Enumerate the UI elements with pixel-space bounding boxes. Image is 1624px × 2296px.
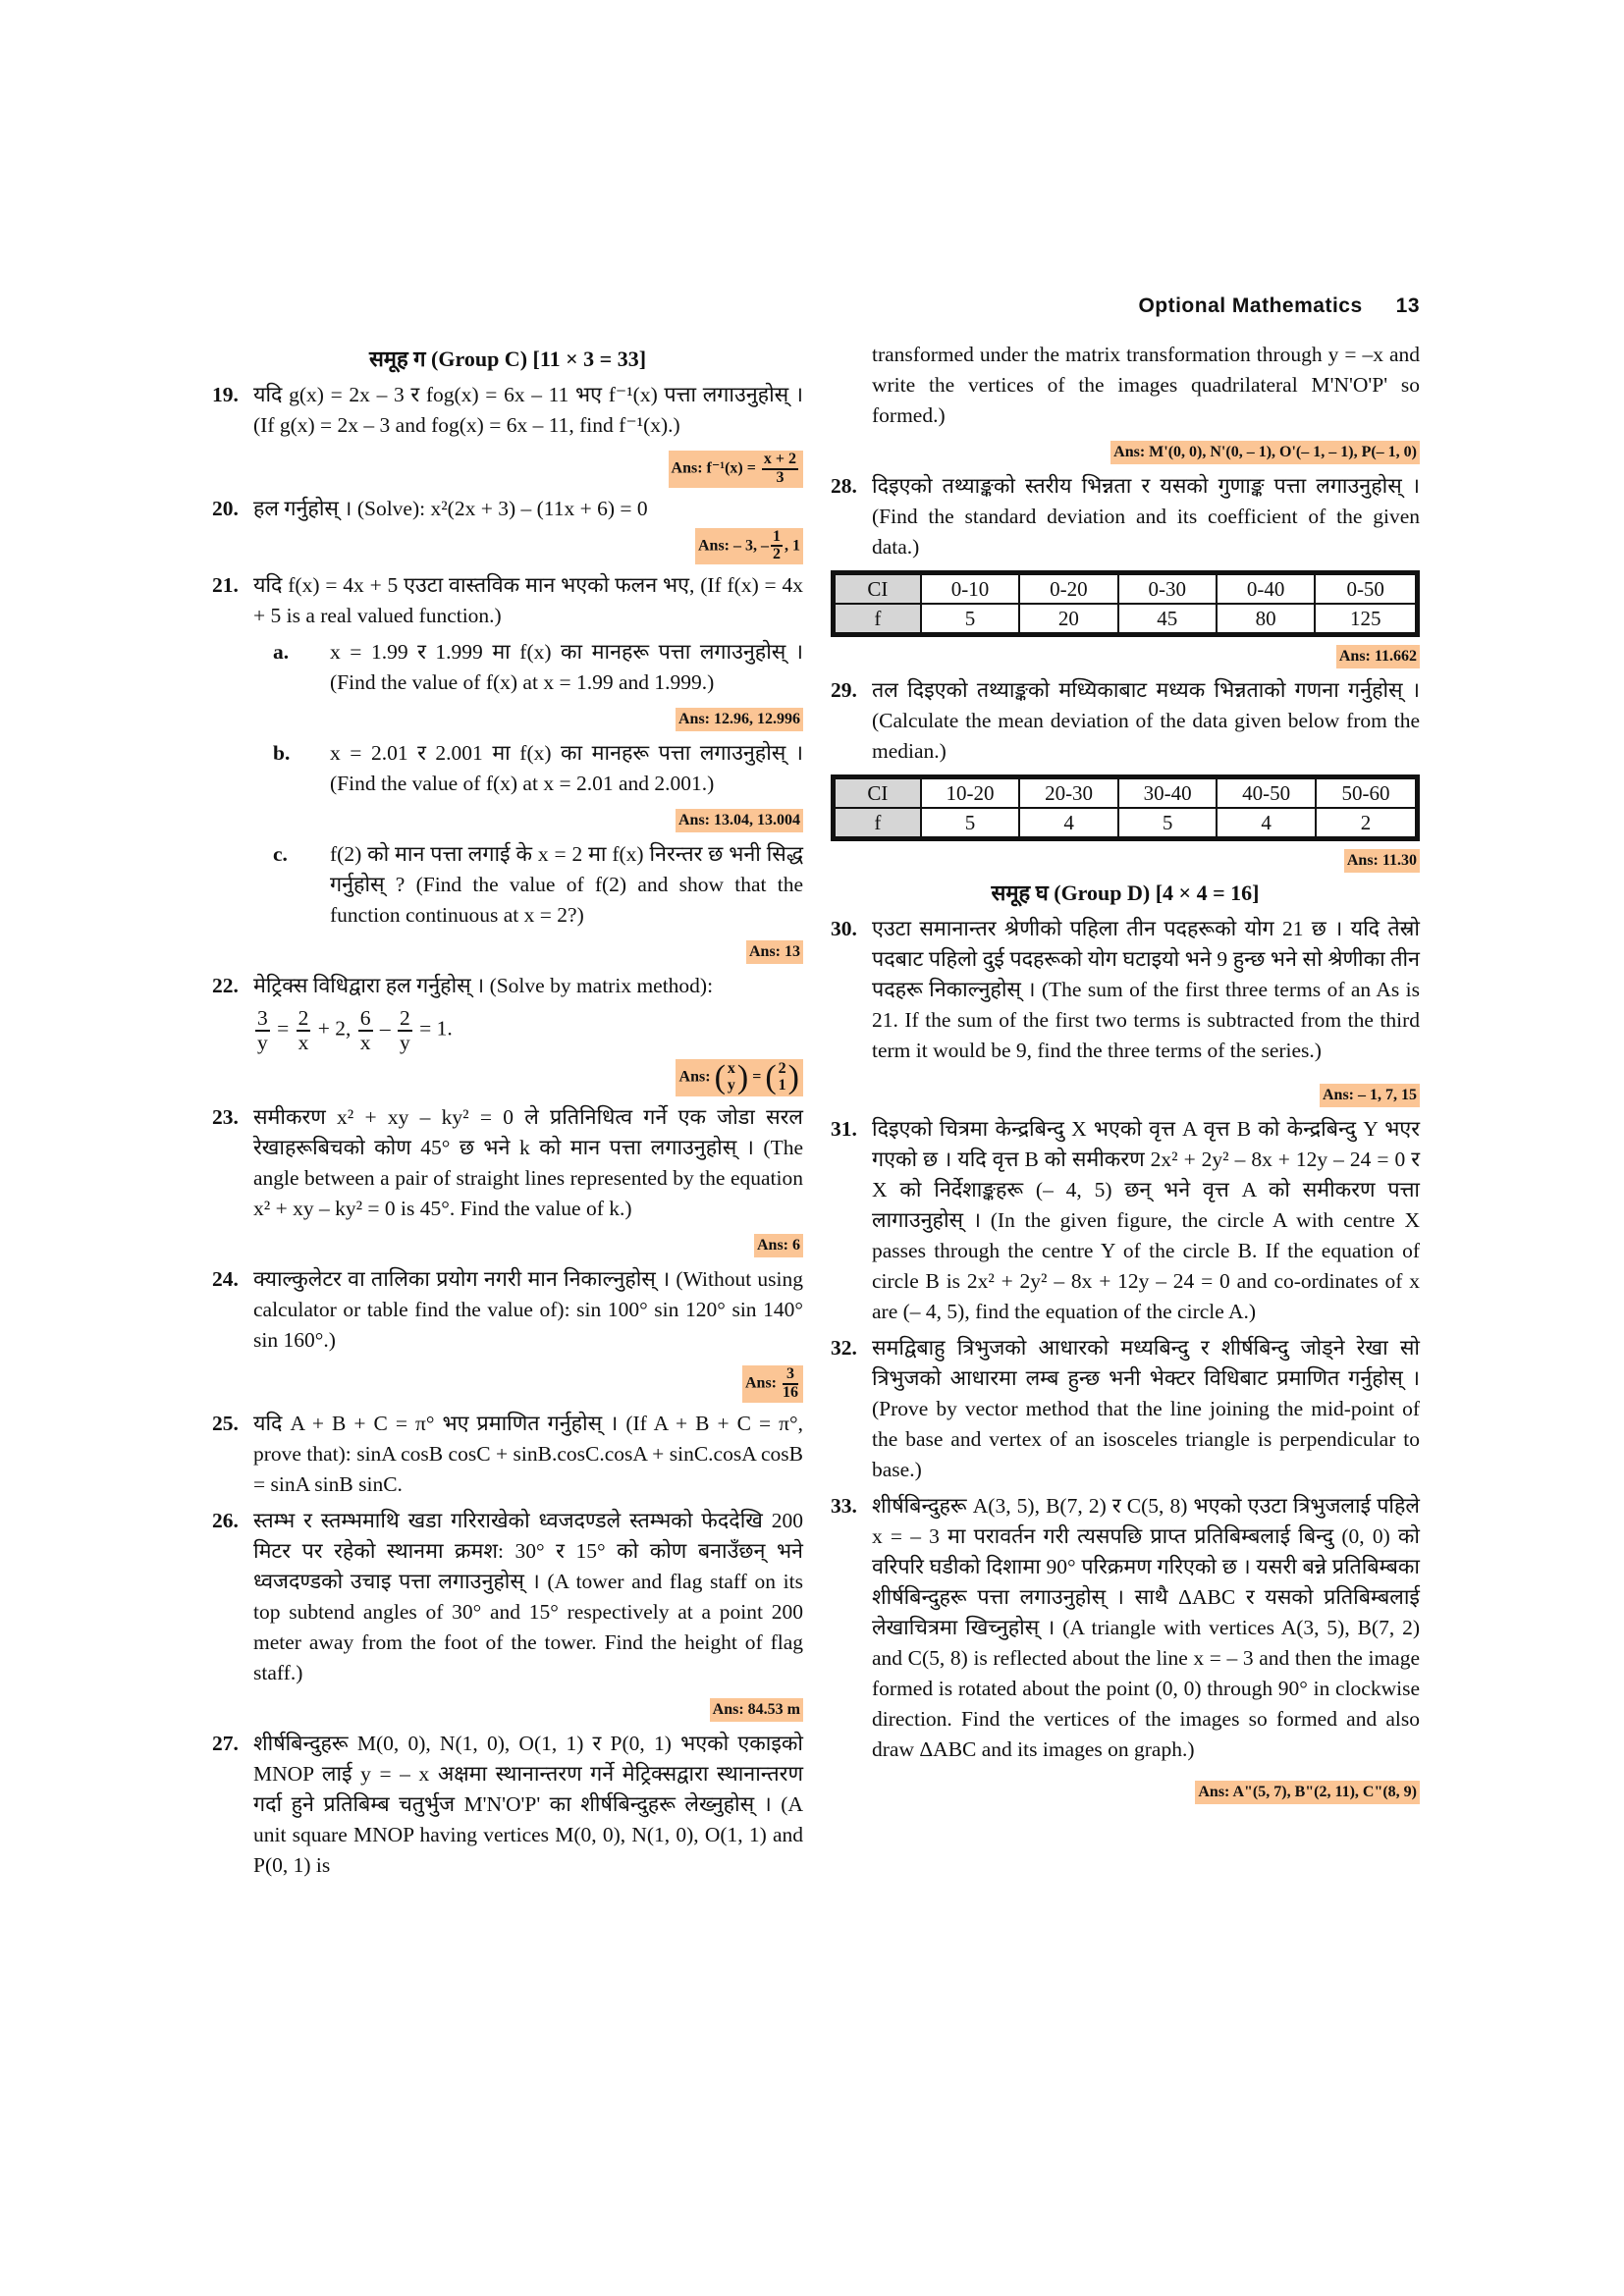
question-number: 21. (212, 573, 239, 598)
answer-29 (831, 843, 1420, 874)
table-cell: 50-60 (1316, 777, 1418, 809)
paren-icon: ) (736, 1059, 749, 1096)
question-number: 25. (212, 1411, 239, 1435)
question-19 (212, 380, 803, 441)
vector-entry: 1 (778, 1077, 786, 1095)
question-number: 32. (831, 1336, 857, 1360)
question-text: यदि g(x) = 2x – 3 र fog(x) = 6x – 11 भए f⁻¹(x) पत्ता लगाउनुहोस् । (If g(x) = 2x – 3 and fog(x) = 6x – 11, find f⁻¹(x).) (253, 383, 803, 437)
right-column (831, 340, 1420, 1809)
fraction (358, 1007, 373, 1053)
question-text: समीकरण x² + xy – ky² = 0 ले प्रतिनिधित्व गर्ने एक जोडा सरल रेखाहरूबिचको कोण 45° छ भने k को मान पत्ता लगाउनुहोस् । (The angle between a pair of straight lines represented by the equation x² + xy – ky² = 0 is 45°. Find the value of k.) (253, 1104, 803, 1220)
denominator: 16 (783, 1383, 798, 1401)
numerator: x + 2 (762, 452, 798, 470)
question-number: 19. (212, 383, 239, 406)
question-21b (212, 738, 803, 799)
table-cell: f (834, 604, 921, 635)
question-31 (831, 1114, 1420, 1327)
table-cell: 0-10 (921, 573, 1019, 605)
table-cell: CI (834, 777, 921, 809)
number-spacer (831, 340, 872, 431)
fraction (771, 529, 783, 564)
table-cell: 20-30 (1019, 777, 1118, 809)
sub-label: a. (273, 640, 290, 665)
answer-21a (212, 702, 803, 732)
group-c-heading: समूह ग (Group C) [11 × 3 = 33] (368, 347, 647, 371)
numerator: 3 (257, 1006, 268, 1031)
question-text: हल गर्नुहोस् । (Solve): x²(2x + 3) – (11x + 6) = 0 (253, 496, 648, 520)
question-text: क्याल्कुलेटर वा तालिका प्रयोग नगरी मान निकाल्नुहोस् । (Without using calculator or table find the value of): sin 100° sin 120° sin 140° sin 160°.) (253, 1266, 803, 1352)
answer-19 (212, 451, 803, 488)
question-27-continued (831, 340, 1420, 431)
group-d-heading: समूह घ (Group D) [4 × 4 = 16] (991, 881, 1260, 905)
table-cell: 45 (1118, 604, 1217, 635)
equation-text: = 1. (419, 1016, 453, 1041)
question-text: दिइएको तथ्याङ्कको स्तरीय भिन्नता र यसको गुणाङ्क पत्ता लगाउनुहोस् । (Find the standard deviation and its coefficient of the given data.) (872, 474, 1420, 559)
answer-text: Ans: 12.96, 12.996 (676, 708, 803, 731)
fraction (762, 452, 798, 487)
answer-label: Ans: f⁻¹(x) = (671, 459, 756, 477)
denominator: x (298, 1030, 309, 1054)
table-row (834, 573, 1418, 605)
answer-21b (212, 803, 803, 833)
question-number: 29. (831, 678, 857, 702)
answer-text: Ans: 13.04, 13.004 (676, 809, 803, 832)
question-20 (212, 494, 803, 524)
vector-entry: y (727, 1077, 735, 1095)
question-24 (212, 1264, 803, 1356)
answer-label: Ans: (744, 1374, 777, 1392)
table-row (834, 777, 1418, 809)
answer-26 (212, 1692, 803, 1723)
data-table-28 (831, 570, 1420, 637)
left-column (212, 340, 803, 1881)
question-number: 27. (212, 1731, 239, 1755)
table-cell: 0-20 (1019, 573, 1117, 605)
question-text: यदि f(x) = 4x + 5 एउटा वास्तविक मान भएको फलन भए, (If f(x) = 4x + 5 is a real valued function.) (253, 573, 803, 628)
answer-suffix: , 1 (785, 537, 800, 555)
answer-20 (212, 528, 803, 565)
question-23 (212, 1102, 803, 1224)
denominator: 2 (773, 546, 781, 563)
question-text: शीर्षबिन्दुहरू A(3, 5), B(7, 2) र C(5, 8) भएको एउटा त्रिभुजलाई पहिले x = – 3 मा परावर्तन गरी त्यसपछि प्राप्त प्रतिबिम्बलाई बिन्दु (0, 0) को वरिपरि घडीको दिशामा 90° परिक्रमण गरिएको छ । यसरी बन्ने प्रतिबिम्बका शीर्षबिन्दुहरू पत्ता लगाउनुहोस् । साथै ΔABC र यसको प्रतिबिम्बलाई लेखाचित्रमा खिच्नुहोस् । (A triangle with vertices A(3, 5), B(7, 2) and C(5, 8) is reflected about the line x = – 3 and then the image formed is rotated about the point (0, 0) through 90° in clockwise direction. Find the vertices of the images so formed and also draw ΔABC and its images on graph.) (872, 1494, 1420, 1761)
table-cell: 40-50 (1217, 777, 1316, 809)
question-number: 30. (831, 917, 857, 940)
question-number: 28. (831, 474, 857, 498)
question-text: शीर्षबिन्दुहरू M(0, 0), N(1, 0), O(1, 1) र P(0, 1) भएको एकाइको MNOP लाई y = – x अक्षमा स्थानान्तरण गर्ने मेट्रिक्सद्वारा स्थानान्तरण गर्दा हुने प्रतिबिम्ब चतुर्भुज M'N'O'P' का शीर्षबिन्दुहरू लेख्नुहोस् । (A unit square MNOP having vertices M(0, 0), N(1, 0), O(1, 1) and P(0, 1) is (253, 1731, 803, 1877)
question-number: 20. (212, 496, 239, 520)
question-27 (212, 1729, 803, 1881)
vector-entry: x (727, 1060, 735, 1078)
sub-label: c. (273, 842, 288, 867)
answer-28 (831, 639, 1420, 669)
question-21c (212, 839, 803, 931)
answer-text: Ans: 11.662 (1336, 645, 1420, 668)
equals-sign: = (277, 1016, 290, 1041)
table-cell: 30-40 (1118, 777, 1218, 809)
question-number: 31. (831, 1117, 857, 1141)
table-cell: 2 (1316, 808, 1418, 839)
sub-text: f(2) को मान पत्ता लगाई के x = 2 मा f(x) निरन्तर छ भनी सिद्ध गर्नुहोस् ? (Find the value of f(2) and show that the function continuous at x = 2?) (330, 842, 803, 928)
table-row (834, 604, 1418, 635)
fraction (398, 1007, 412, 1053)
answer-text: Ans: M'(0, 0), N'(0, – 1), O'(– 1, – 1), P(– 1, 0) (1110, 441, 1420, 464)
numerator: 3 (783, 1366, 798, 1385)
book-title: Optional Mathematics (1138, 294, 1363, 317)
table-cell: 20 (1019, 604, 1117, 635)
answer-text: Ans: 13 (746, 940, 803, 964)
table-cell: 5 (921, 808, 1020, 839)
answer-27 (831, 435, 1420, 465)
column-vector (728, 1061, 735, 1095)
table-cell: 0-50 (1315, 573, 1417, 605)
answer-33 (831, 1775, 1420, 1805)
table-cell: 5 (1118, 808, 1218, 839)
table-cell: 80 (1217, 604, 1315, 635)
question-text: यदि A + B + C = π° भए प्रमाणित गर्नुहोस् । (If A + B + C = π°, prove that): sinA cosB cosC + sinB.cosC.cosA + sinC.cosA cosB = sinA sinB sinC. (253, 1411, 803, 1496)
table-cell: f (834, 808, 921, 839)
answer-text: Ans: 11.30 (1344, 849, 1420, 873)
denominator: y (257, 1030, 268, 1054)
answer-30 (831, 1078, 1420, 1108)
answer-text: Ans: 84.53 m (710, 1698, 803, 1722)
question-21 (212, 570, 803, 631)
question-text: दिइएको चित्रमा केन्द्रबिन्दु X भएको वृत्त A वृत्त B को केन्द्रबिन्दु Y भएर गएको छ । यदि वृत्त B को समीकरण 2x² + 2y² – 8x + 12y – 24 = 0 र X को निर्देशाङ्कहरू (– 4, 5) छन् भने वृत्त A को समीकरण पत्ता लागाउनुहोस् । (In the given figure, the circle A with centre X passes through the centre Y of the circle B. If the equation of circle B is 2x² + 2y² – 8x + 12y – 24 = 0 and co-ordinates of x are (– 4, 5), find the equation of the circle A.) (872, 1117, 1420, 1323)
answer-label: Ans: – 3, – (697, 537, 769, 555)
question-25 (212, 1409, 803, 1500)
paren-icon: ( (765, 1059, 777, 1096)
question-text: स्तम्भ र स्तम्भमाथि खडा गरिराखेको ध्वजदण्डले स्तम्भको फेददेखि 200 मिटर पर रहेको स्थानमा क्रमश: 30° र 15° को कोण बनाउँछन् भने ध्वजदण्डको उचाइ पत्ता लगाउनुहोस् । (A tower and flag staff on its top subtend angles of 30° and 15° respectively at a point 200 meter away from the foot of the tower. Find the height of flag staff.) (253, 1508, 803, 1684)
page-number: 13 (1395, 294, 1420, 317)
answer-24 (212, 1365, 803, 1403)
answer-21c (212, 934, 803, 965)
question-29 (831, 675, 1420, 767)
equation-22 (212, 1007, 803, 1053)
question-number: 24. (212, 1266, 239, 1291)
table-row (834, 808, 1418, 839)
paren-icon: ) (787, 1059, 799, 1096)
answer-text: Ans: – 1, 7, 15 (1320, 1084, 1420, 1107)
question-text: मेट्रिक्स विधिद्वारा हल गर्नुहोस् । (Solve by matrix method): (253, 974, 714, 998)
equals-sign: = (752, 1068, 762, 1086)
sub-text: x = 1.99 र 1.999 मा f(x) का मानहरू पत्ता लगाउनुहोस् । (Find the value of f(x) at x = 1.99 and 1.999.) (330, 640, 803, 695)
numerator: 1 (771, 529, 783, 548)
question-text: एउटा समानान्तर श्रेणीको पहिला तीन पदहरूको योग 21 छ । यदि तेस्रो पदबाट पहिलो दुई पदहरूको योग घटाइयो भने 9 हुन्छ भने सो श्रेणीका तीन पदहरू निकाल्नुहोस् । (The sum of the first three terms of an As is 21. If the sum of the first two terms is subtracted from the third term it would be 9, find the three terms of the series.) (872, 917, 1420, 1062)
denominator: y (400, 1030, 410, 1054)
question-text: तल दिइएको तथ्याङ्कको मध्यिकाबाट मध्यक भिन्नताको गणना गर्नुहोस् । (Calculate the mean deviation of the data given below from the median.) (872, 678, 1420, 763)
page-header (1138, 294, 1420, 318)
table-cell: 10-20 (921, 777, 1020, 809)
denominator: 3 (776, 468, 785, 486)
sub-label: b. (273, 741, 291, 766)
table-cell: 125 (1315, 604, 1417, 635)
question-21a (212, 637, 803, 698)
numerator: 2 (400, 1006, 410, 1031)
paren-icon: ( (714, 1059, 726, 1096)
table-cell: 4 (1019, 808, 1118, 839)
fraction (255, 1007, 270, 1053)
denominator: x (359, 1030, 371, 1054)
minus-sign: – (379, 1016, 391, 1041)
question-number: 33. (831, 1494, 857, 1518)
fraction (297, 1007, 311, 1053)
question-number: 23. (212, 1104, 239, 1129)
answer-text: Ans: A"(5, 7), B"(2, 11), C"(8, 9) (1195, 1781, 1420, 1804)
sub-text: x = 2.01 र 2.001 मा f(x) का मानहरू पत्ता लगाउनुहोस् । (Find the value of f(x) at x = 2.01 and 2.001.) (330, 741, 803, 796)
question-22 (212, 971, 803, 1001)
answer-text: Ans: 6 (754, 1234, 803, 1257)
vector-entry: 2 (778, 1060, 786, 1078)
table-cell: CI (834, 573, 921, 605)
question-text: transformed under the matrix transformation through y = –x and write the vertices of the images quadrilateral M'N'O'P' so formed.) (872, 343, 1420, 427)
question-number: 26. (212, 1508, 239, 1532)
table-cell: 0-30 (1118, 573, 1217, 605)
question-32 (831, 1333, 1420, 1485)
answer-23 (212, 1228, 803, 1258)
data-table-29 (831, 774, 1420, 841)
question-text: समद्विबाहु त्रिभुजको आधारको मध्यबिन्दु र शीर्षबिन्दु जोड्ने रेखा सो त्रिभुजको आधारमा लम्ब हुन्छ भनी भेक्टर विधिबाट प्रमाणित गर्नुहोस् । (Prove by vector method that the line joining the mid-point of the base and vertex of an isosceles triangle is perpendicular to base.) (872, 1336, 1420, 1481)
table-cell: 5 (921, 604, 1019, 635)
question-30 (831, 914, 1420, 1066)
answer-label: Ans: (678, 1068, 711, 1086)
question-28 (831, 471, 1420, 562)
question-number: 22. (212, 974, 239, 998)
table-cell: 0-40 (1217, 573, 1315, 605)
numerator: 2 (298, 1006, 309, 1031)
question-26 (212, 1506, 803, 1688)
table-cell: 4 (1217, 808, 1316, 839)
numerator: 6 (359, 1006, 371, 1031)
answer-22 (212, 1059, 803, 1096)
equation-text: + 2, (317, 1016, 352, 1041)
question-33 (831, 1491, 1420, 1765)
fraction (783, 1366, 798, 1402)
column-vector (779, 1061, 786, 1095)
